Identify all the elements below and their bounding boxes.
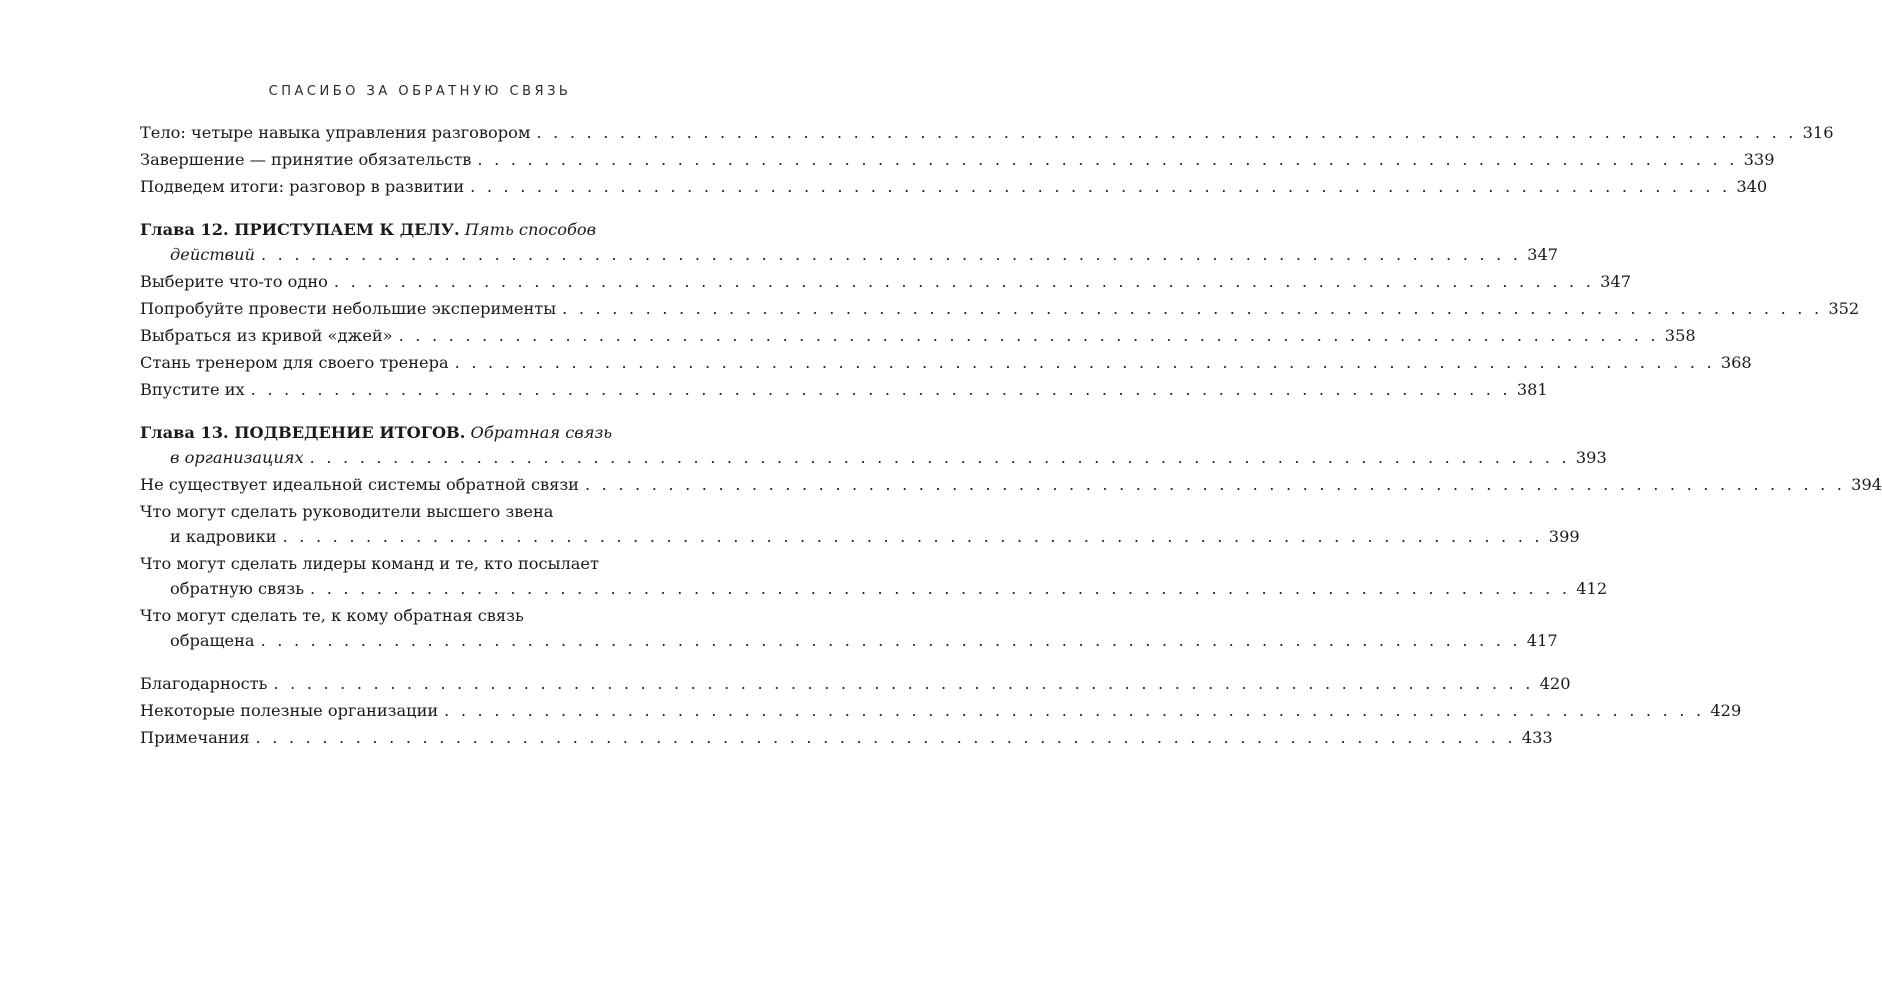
toc-entry-page: 417	[1526, 631, 1558, 650]
toc-entry[interactable]	[140, 269, 1631, 294]
section-gap	[140, 404, 700, 420]
toc-entry[interactable]	[140, 603, 1558, 653]
dot-leader: . . . . . . . . . . . . . . . . . . . . . . . . . . . . . . . . . . . . . . . . . . . . . . . . . . . . . . . . . . . . . . . . . . . . . . . . . . . .	[454, 353, 1715, 372]
table-of-contents	[140, 120, 1882, 752]
chapter-13-subtitle-cont: в организациях	[170, 448, 304, 467]
dot-leader: . . . . . . . . . . . . . . . . . . . . . . . . . . . . . . . . . . . . . . . . . . . . . . . . . . . . . . . . . . . . . . . . . . . . . . . . . . . .	[260, 631, 1521, 650]
section-gap	[140, 655, 700, 671]
toc-entry[interactable]	[140, 350, 1752, 375]
toc-entry-page: 433	[1521, 728, 1553, 747]
toc-entry-page: 393	[1575, 448, 1607, 467]
toc-entry-title: Впустите их	[140, 380, 245, 399]
toc-entry-page: 429	[1710, 701, 1742, 720]
chapter-12-heading: Глава 12. ПРИСТУПАЕМ К ДЕЛУ.	[140, 220, 460, 239]
dot-leader: . . . . . . . . . . . . . . . . . . . . . . . . . . . . . . . . . . . . . . . . . . . . . . . . . . . . . . . . . . . . . . . . . . . . . . . . . . . .	[273, 674, 1534, 693]
toc-entry-page: 368	[1720, 353, 1752, 372]
toc-entry-title: Выберите что-то одно	[140, 272, 328, 291]
chapter-12-subtitle-cont: действий	[170, 245, 255, 264]
dot-leader: . . . . . . . . . . . . . . . . . . . . . . . . . . . . . . . . . . . . . . . . . . . . . . . . . . . . . . . . . . . . . . . . . . . . . . . . . . . .	[255, 728, 1516, 747]
toc-entry[interactable]	[140, 377, 1548, 402]
toc-entry-page: 381	[1516, 380, 1548, 399]
toc-entry-title: Подведем итоги: разговор в развитии	[140, 177, 465, 196]
toc-entry-title-cont: обращена	[170, 631, 255, 650]
dot-leader: . . . . . . . . . . . . . . . . . . . . . . . . . . . . . . . . . . . . . . . . . . . . . . . . . . . . . . . . . . . . . . . . . . . . . . . . . . . .	[536, 123, 1797, 142]
chapter-13-entry[interactable]	[140, 420, 1607, 470]
toc-entry[interactable]	[140, 147, 1775, 172]
toc-entry[interactable]	[140, 499, 1580, 549]
toc-entry[interactable]	[140, 174, 1768, 199]
toc-entry-page: 412	[1576, 579, 1608, 598]
dot-leader: . . . . . . . . . . . . . . . . . . . . . . . . . . . . . . . . . . . . . . . . . . . . . . . . . . . . . . . . . . . . . . . . . . . . . . . . . . . .	[584, 475, 1846, 494]
dot-leader: . . . . . . . . . . . . . . . . . . . . . . . . . . . . . . . . . . . . . . . . . . . . . . . . . . . . . . . . . . . . . . . . . . . . . . . . . . . .	[398, 326, 1659, 345]
toc-entry-title: Тело: четыре навыка управления разговором	[140, 123, 531, 142]
toc-entry[interactable]	[140, 671, 1571, 696]
toc-entry-title: Выбраться из кривой «джей»	[140, 326, 393, 345]
running-head: СПАСИБО ЗА ОБРАТНУЮ СВЯЗЬ	[268, 84, 572, 99]
toc-entry-title: Завершение — принятие обязательств	[140, 150, 472, 169]
toc-entry[interactable]	[140, 725, 1553, 750]
toc-entry-page: 340	[1736, 177, 1768, 196]
toc-entry-page: 394	[1851, 475, 1882, 494]
dot-leader: . . . . . . . . . . . . . . . . . . . . . . . . . . . . . . . . . . . . . . . . . . . . . . . . . . . . . . . . . . . . . . . . . . . . . . . . . . . .	[333, 272, 1595, 291]
toc-entry-page: 339	[1743, 150, 1775, 169]
toc-entry-title: Что могут сделать лидеры команд и те, кто посылает	[140, 554, 599, 573]
section-gap	[140, 201, 700, 217]
toc-entry-title: Что могут сделать те, к кому обратная связь	[140, 606, 524, 625]
toc-entry-title: Примечания	[140, 728, 250, 747]
toc-entry-title: Благодарность	[140, 674, 268, 693]
chapter-13-heading: Глава 13. ПОДВЕДЕНИЕ ИТОГОВ.	[140, 423, 466, 442]
dot-leader: . . . . . . . . . . . . . . . . . . . . . . . . . . . . . . . . . . . . . . . . . . . . . . . . . . . . . . . . . . . . . . . . . . . . . . . . . . . .	[310, 579, 1571, 598]
toc-entry[interactable]	[140, 296, 1860, 321]
toc-entry[interactable]	[140, 551, 1608, 601]
dot-leader: . . . . . . . . . . . . . . . . . . . . . . . . . . . . . . . . . . . . . . . . . . . . . . . . . . . . . . . . . . . . . . . . . . . . . . . . . . . .	[309, 448, 1570, 467]
toc-entry-page: 358	[1664, 326, 1696, 345]
dot-leader: . . . . . . . . . . . . . . . . . . . . . . . . . . . . . . . . . . . . . . . . . . . . . . . . . . . . . . . . . . . . . . . . . . . . . . . . . . . .	[562, 299, 1823, 318]
toc-entry-title: Попробуйте провести небольшие эксперименты	[140, 299, 557, 318]
toc-entry-title-cont: обратную связь	[170, 579, 305, 598]
chapter-12-subtitle: Пять способов	[464, 220, 597, 239]
dot-leader: . . . . . . . . . . . . . . . . . . . . . . . . . . . . . . . . . . . . . . . . . . . . . . . . . . . . . . . . . . . . . . . . . . . . . . . . . . . .	[470, 177, 1731, 196]
chapter-12-entry[interactable]	[140, 217, 1559, 267]
dot-leader: . . . . . . . . . . . . . . . . . . . . . . . . . . . . . . . . . . . . . . . . . . . . . . . . . . . . . . . . . . . . . . . . . . . . . . . . . . . .	[250, 380, 1511, 399]
toc-entry-title: Некоторые полезные организации	[140, 701, 439, 720]
dot-leader: . . . . . . . . . . . . . . . . . . . . . . . . . . . . . . . . . . . . . . . . . . . . . . . . . . . . . . . . . . . . . . . . . . . . . . . . . . . .	[477, 150, 1738, 169]
toc-entry-page: 316	[1802, 123, 1834, 142]
chapter-13-subtitle: Обратная связь	[470, 423, 613, 442]
dot-leader: . . . . . . . . . . . . . . . . . . . . . . . . . . . . . . . . . . . . . . . . . . . . . . . . . . . . . . . . . . . . . . . . . . . . . . . . . . . .	[282, 527, 1543, 546]
toc-entry-title: Что могут сделать руководители высшего звена	[140, 502, 554, 521]
toc-entry[interactable]	[140, 323, 1696, 348]
toc-entry-page: 352	[1828, 299, 1860, 318]
toc-entry[interactable]	[140, 120, 1834, 145]
toc-entry-page: 347	[1527, 245, 1559, 264]
toc-entry-page: 347	[1600, 272, 1631, 291]
toc-entry-title-cont: и кадровики	[170, 527, 277, 546]
toc-entry[interactable]	[140, 698, 1742, 723]
toc-entry-title: Не существует идеальной системы обратной связи	[140, 475, 579, 494]
toc-entry-page: 399	[1548, 527, 1580, 546]
dot-leader: . . . . . . . . . . . . . . . . . . . . . . . . . . . . . . . . . . . . . . . . . . . . . . . . . . . . . . . . . . . . . . . . . . . . . . . . . . . .	[444, 701, 1705, 720]
toc-entry[interactable]	[140, 472, 1882, 497]
dot-leader: . . . . . . . . . . . . . . . . . . . . . . . . . . . . . . . . . . . . . . . . . . . . . . . . . . . . . . . . . . . . . . . . . . . . . . . . . . . .	[260, 245, 1522, 264]
toc-entry-title: Стань тренером для своего тренера	[140, 353, 449, 372]
toc-entry-page: 420	[1539, 674, 1571, 693]
